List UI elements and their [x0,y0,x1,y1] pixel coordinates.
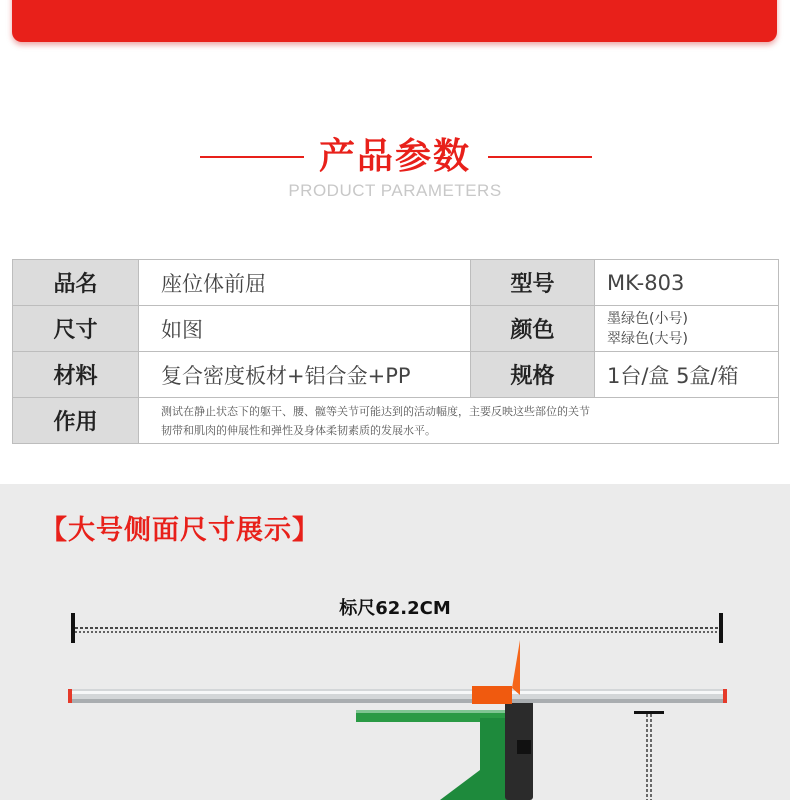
param-value-function [139,398,779,444]
param-value: 座位体前屈 [139,260,471,306]
param-value: 复合密度板材+铝合金+PP [139,352,471,398]
top-banner [12,0,777,42]
dimension-line [71,613,723,643]
table-row [13,398,779,444]
title-left-line [200,156,304,158]
height-marker [634,711,664,800]
section-title-en: PRODUCT PARAMETERS [288,181,502,200]
product-base [356,700,533,800]
param-value: MK-803 [595,260,779,306]
title-right-line [488,156,592,158]
params-table [12,259,779,444]
table-row [13,352,779,398]
section-title [0,135,790,201]
param-value: 1台/盒 5盒/箱 [595,352,779,398]
param-key: 型号 [471,260,595,306]
function-line: 测试在静止状态下的躯干、腰、髋等关节可能达到的活动幅度，主要反映这些部位的关节 [161,404,590,418]
param-key: 作用 [13,398,139,444]
param-value: 如图 [139,306,471,352]
table-row [13,306,779,352]
table-row [13,260,779,306]
param-key: 颜色 [471,306,595,352]
function-line: 韧带和肌肉的伸展性和弹性及身体柔韧素质的发展水平。 [161,423,436,437]
param-key: 尺寸 [13,306,139,352]
param-key: 规格 [471,352,595,398]
ruler-length-label: 标尺62.2CM [339,598,451,619]
param-key: 品名 [13,260,139,306]
measuring-rod [68,689,727,703]
side-view-title: 【大号侧面尺寸展示】 [40,515,320,546]
param-key: 材料 [13,352,139,398]
color-option: 墨绿色(小号) [607,310,688,327]
section-title-cn: 产品参数 [318,136,471,177]
color-option: 翠绿色(大号) [607,330,688,347]
param-value-color [595,306,779,352]
product-side-view-illustration [0,600,790,800]
